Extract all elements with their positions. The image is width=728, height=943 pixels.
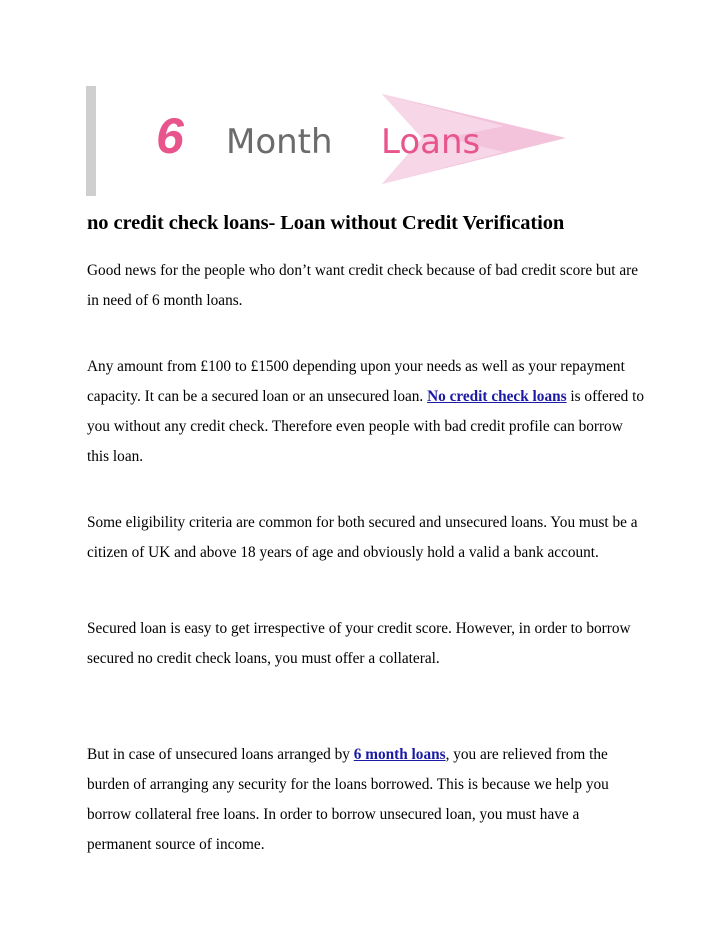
paragraph-5 xyxy=(87,740,647,860)
paragraph-3: Some eligibility criteria are common for both secured and unsecured loans. You must be a citizen of UK and above 18 years of age and obviously hold a valid a bank account. xyxy=(87,514,638,561)
6-month-loans-link[interactable]: 6 month loans xyxy=(353,746,446,763)
logo xyxy=(86,86,566,196)
paragraph-2-text-start: Any amount from £100 to £1500 depending upon your needs as well as your repayment capacity. It can be a secured loan or an unsecured loan. xyxy=(87,358,625,405)
logo-graphic xyxy=(86,86,566,196)
paragraph-5-text-end: , you are relieved from the burden of arranging any security for the loans borrowed. This is because we help you borrow collateral free loans. In order to borrow unsecured loan, you must have a permanent source of income. xyxy=(87,746,609,853)
document-title: no credit check loans- Loan without Credit Verification xyxy=(87,212,565,234)
logo-number: 6 xyxy=(156,108,184,164)
paragraph-1: Good news for the people who don’t want credit check because of bad credit score but are in need of 6 month loans. xyxy=(87,262,639,309)
logo-bar xyxy=(86,86,96,196)
logo-word-month: Month xyxy=(226,122,333,162)
paragraph-2-text-end: is offered to you without any credit check. Therefore even people with bad credit profile can borrow this loan. xyxy=(87,388,645,465)
logo-word-loans: Loans xyxy=(381,122,481,162)
paragraph-2 xyxy=(87,352,647,472)
paragraph-4: Secured loan is easy to get irrespective of your credit score. However, in order to borrow secured no credit check loans, you must offer a collateral. xyxy=(87,620,631,667)
paragraph-5-text-start: But in case of unsecured loans arranged by xyxy=(87,746,354,763)
no-credit-check-loans-link[interactable]: No credit check loans xyxy=(427,388,567,405)
